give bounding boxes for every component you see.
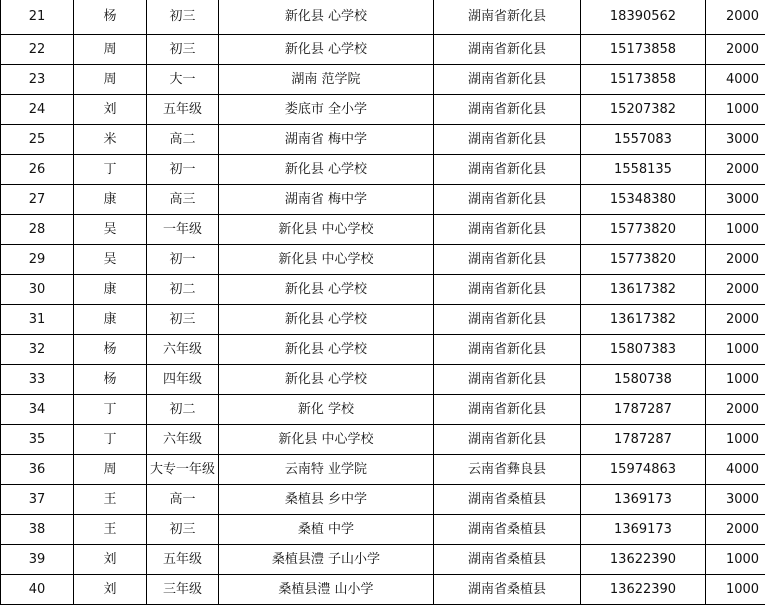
school-cell[interactable]: 新化县 中心学校 [219,425,434,455]
name-cell[interactable]: 周 [74,35,147,65]
grade-cell[interactable]: 一年级 [147,215,219,245]
table-row [1,335,765,365]
row-number-cell[interactable]: 25 [1,125,74,155]
row-number-cell[interactable]: 26 [1,155,74,185]
grade-cell[interactable]: 初三 [147,0,219,35]
amount-cell[interactable]: 4000 [706,65,765,95]
amount-cell[interactable]: 2000 [706,35,765,65]
region-cell[interactable]: 湖南省桑植县 [434,515,581,545]
phone-cell[interactable]: 15773820 [581,215,706,245]
region-cell[interactable]: 湖南省新化县 [434,185,581,215]
name-cell[interactable]: 康 [74,275,147,305]
grade-cell[interactable]: 初三 [147,515,219,545]
row-number-cell[interactable]: 30 [1,275,74,305]
row-number-cell[interactable]: 40 [1,575,74,605]
grade-cell[interactable]: 高二 [147,125,219,155]
amount-cell[interactable]: 2000 [706,275,765,305]
table-row [1,455,765,485]
region-cell[interactable]: 湖南省新化县 [434,305,581,335]
amount-cell[interactable]: 2000 [706,155,765,185]
grade-cell[interactable]: 初三 [147,305,219,335]
row-number-cell[interactable]: 28 [1,215,74,245]
region-cell[interactable]: 云南省彝良县 [434,455,581,485]
amount-cell[interactable]: 2000 [706,0,765,35]
school-cell[interactable]: 桑植 中学 [219,515,434,545]
region-cell[interactable]: 湖南省新化县 [434,395,581,425]
grade-cell[interactable]: 六年级 [147,425,219,455]
name-cell[interactable]: 康 [74,305,147,335]
phone-cell[interactable]: 1580738 [581,365,706,395]
amount-cell[interactable]: 1000 [706,575,765,605]
region-cell[interactable]: 湖南省新化县 [434,155,581,185]
region-cell[interactable]: 湖南省新化县 [434,365,581,395]
school-cell[interactable]: 新化县 心学校 [219,305,434,335]
school-cell[interactable]: 新化县 中心学校 [219,245,434,275]
table-row [1,65,765,95]
name-cell[interactable]: 杨 [74,0,147,35]
amount-cell[interactable]: 1000 [706,545,765,575]
phone-cell[interactable]: 15207382 [581,95,706,125]
phone-cell[interactable]: 15173858 [581,35,706,65]
school-cell[interactable]: 桑植县澧 山小学 [219,575,434,605]
grade-cell[interactable]: 初一 [147,245,219,275]
school-cell[interactable]: 新化县 中心学校 [219,215,434,245]
name-cell[interactable]: 王 [74,485,147,515]
table-row [1,575,765,605]
region-cell[interactable]: 湖南省新化县 [434,215,581,245]
phone-cell[interactable]: 13617382 [581,275,706,305]
row-number-cell[interactable]: 35 [1,425,74,455]
phone-cell[interactable]: 13622390 [581,575,706,605]
table-row [1,35,765,65]
name-cell[interactable]: 刘 [74,545,147,575]
grade-cell[interactable]: 初一 [147,155,219,185]
region-cell[interactable]: 湖南省桑植县 [434,545,581,575]
region-cell[interactable]: 湖南省新化县 [434,0,581,35]
table-row [1,95,765,125]
school-cell[interactable]: 新化县 心学校 [219,35,434,65]
grade-cell[interactable]: 三年级 [147,575,219,605]
row-number-cell[interactable]: 34 [1,395,74,425]
name-cell[interactable]: 吴 [74,215,147,245]
amount-cell[interactable]: 3000 [706,485,765,515]
amount-cell[interactable]: 1000 [706,365,765,395]
school-cell[interactable]: 云南特 业学院 [219,455,434,485]
school-cell[interactable]: 新化县 心学校 [219,335,434,365]
amount-cell[interactable]: 2000 [706,245,765,275]
row-number-cell[interactable]: 31 [1,305,74,335]
name-cell[interactable]: 周 [74,455,147,485]
table-row [1,185,765,215]
row-number-cell[interactable]: 32 [1,335,74,365]
school-cell[interactable]: 湖南省 梅中学 [219,185,434,215]
name-cell[interactable]: 刘 [74,95,147,125]
phone-cell[interactable]: 1369173 [581,485,706,515]
name-cell[interactable]: 丁 [74,155,147,185]
region-cell[interactable]: 湖南省新化县 [434,245,581,275]
table-row [1,425,765,455]
table-row [1,305,765,335]
region-cell[interactable]: 湖南省新化县 [434,425,581,455]
amount-cell[interactable]: 2000 [706,305,765,335]
region-cell[interactable]: 湖南省新化县 [434,95,581,125]
row-number-cell[interactable]: 22 [1,35,74,65]
amount-cell[interactable]: 2000 [706,395,765,425]
table-row [1,395,765,425]
phone-cell[interactable]: 13622390 [581,545,706,575]
school-cell[interactable]: 新化县 心学校 [219,365,434,395]
name-cell[interactable]: 王 [74,515,147,545]
region-cell[interactable]: 湖南省新化县 [434,335,581,365]
school-cell[interactable]: 新化 学校 [219,395,434,425]
table-row [1,215,765,245]
row-number-cell[interactable]: 29 [1,245,74,275]
phone-cell[interactable]: 15348380 [581,185,706,215]
name-cell[interactable]: 刘 [74,575,147,605]
row-number-cell[interactable]: 36 [1,455,74,485]
phone-cell[interactable]: 15773820 [581,245,706,275]
region-cell[interactable]: 湖南省新化县 [434,125,581,155]
table-row [1,0,765,35]
grade-cell[interactable]: 高三 [147,185,219,215]
row-number-cell[interactable]: 27 [1,185,74,215]
name-cell[interactable]: 丁 [74,425,147,455]
school-cell[interactable]: 新化县 心学校 [219,275,434,305]
phone-cell[interactable]: 15173858 [581,65,706,95]
grade-cell[interactable]: 四年级 [147,365,219,395]
table-row [1,275,765,305]
table-row [1,245,765,275]
row-number-cell[interactable]: 21 [1,0,74,35]
table-row [1,545,765,575]
table-body [1,0,765,605]
name-cell[interactable]: 杨 [74,365,147,395]
row-number-cell[interactable]: 24 [1,95,74,125]
name-cell[interactable]: 丁 [74,395,147,425]
table-row [1,155,765,185]
row-number-cell[interactable]: 37 [1,485,74,515]
amount-cell[interactable]: 2000 [706,515,765,545]
phone-cell[interactable]: 1787287 [581,395,706,425]
region-cell[interactable]: 湖南省新化县 [434,275,581,305]
amount-cell[interactable]: 1000 [706,215,765,245]
row-number-cell[interactable]: 38 [1,515,74,545]
school-cell[interactable]: 湖南省 梅中学 [219,125,434,155]
row-number-cell[interactable]: 39 [1,545,74,575]
region-cell[interactable]: 湖南省新化县 [434,65,581,95]
grade-cell[interactable]: 五年级 [147,545,219,575]
name-cell[interactable]: 康 [74,185,147,215]
amount-cell[interactable]: 1000 [706,95,765,125]
table-row [1,485,765,515]
amount-cell[interactable]: 1000 [706,335,765,365]
table-row [1,515,765,545]
school-cell[interactable]: 新化县 心学校 [219,0,434,35]
phone-cell[interactable]: 1557083 [581,125,706,155]
name-cell[interactable]: 米 [74,125,147,155]
school-cell[interactable]: 湖南 范学院 [219,65,434,95]
school-cell[interactable]: 桑植县澧 子山小学 [219,545,434,575]
grade-cell[interactable]: 初二 [147,275,219,305]
phone-cell[interactable]: 15974863 [581,455,706,485]
table-row [1,365,765,395]
amount-cell[interactable]: 3000 [706,125,765,155]
amount-cell[interactable]: 1000 [706,425,765,455]
table-row [1,125,765,155]
phone-cell[interactable]: 15807383 [581,335,706,365]
grade-cell[interactable]: 高一 [147,485,219,515]
phone-cell[interactable]: 18390562 [581,0,706,35]
amount-cell[interactable]: 4000 [706,455,765,485]
region-cell[interactable]: 湖南省桑植县 [434,575,581,605]
amount-cell[interactable]: 3000 [706,185,765,215]
school-cell[interactable]: 桑植县 乡中学 [219,485,434,515]
grade-cell[interactable]: 大一 [147,65,219,95]
name-cell[interactable]: 吴 [74,245,147,275]
phone-cell[interactable]: 13617382 [581,305,706,335]
region-cell[interactable]: 湖南省新化县 [434,35,581,65]
phone-cell[interactable]: 1369173 [581,515,706,545]
row-number-cell[interactable]: 33 [1,365,74,395]
name-cell[interactable]: 周 [74,65,147,95]
grade-cell[interactable]: 六年级 [147,335,219,365]
name-cell[interactable]: 杨 [74,335,147,365]
grade-cell[interactable]: 初二 [147,395,219,425]
grade-cell[interactable]: 初三 [147,35,219,65]
school-cell[interactable]: 新化县 心学校 [219,155,434,185]
grade-cell[interactable]: 大专一年级 [147,455,219,485]
phone-cell[interactable]: 1787287 [581,425,706,455]
grade-cell[interactable]: 五年级 [147,95,219,125]
phone-cell[interactable]: 1558135 [581,155,706,185]
row-number-cell[interactable]: 23 [1,65,74,95]
school-cell[interactable]: 娄底市 全小学 [219,95,434,125]
region-cell[interactable]: 湖南省桑植县 [434,485,581,515]
